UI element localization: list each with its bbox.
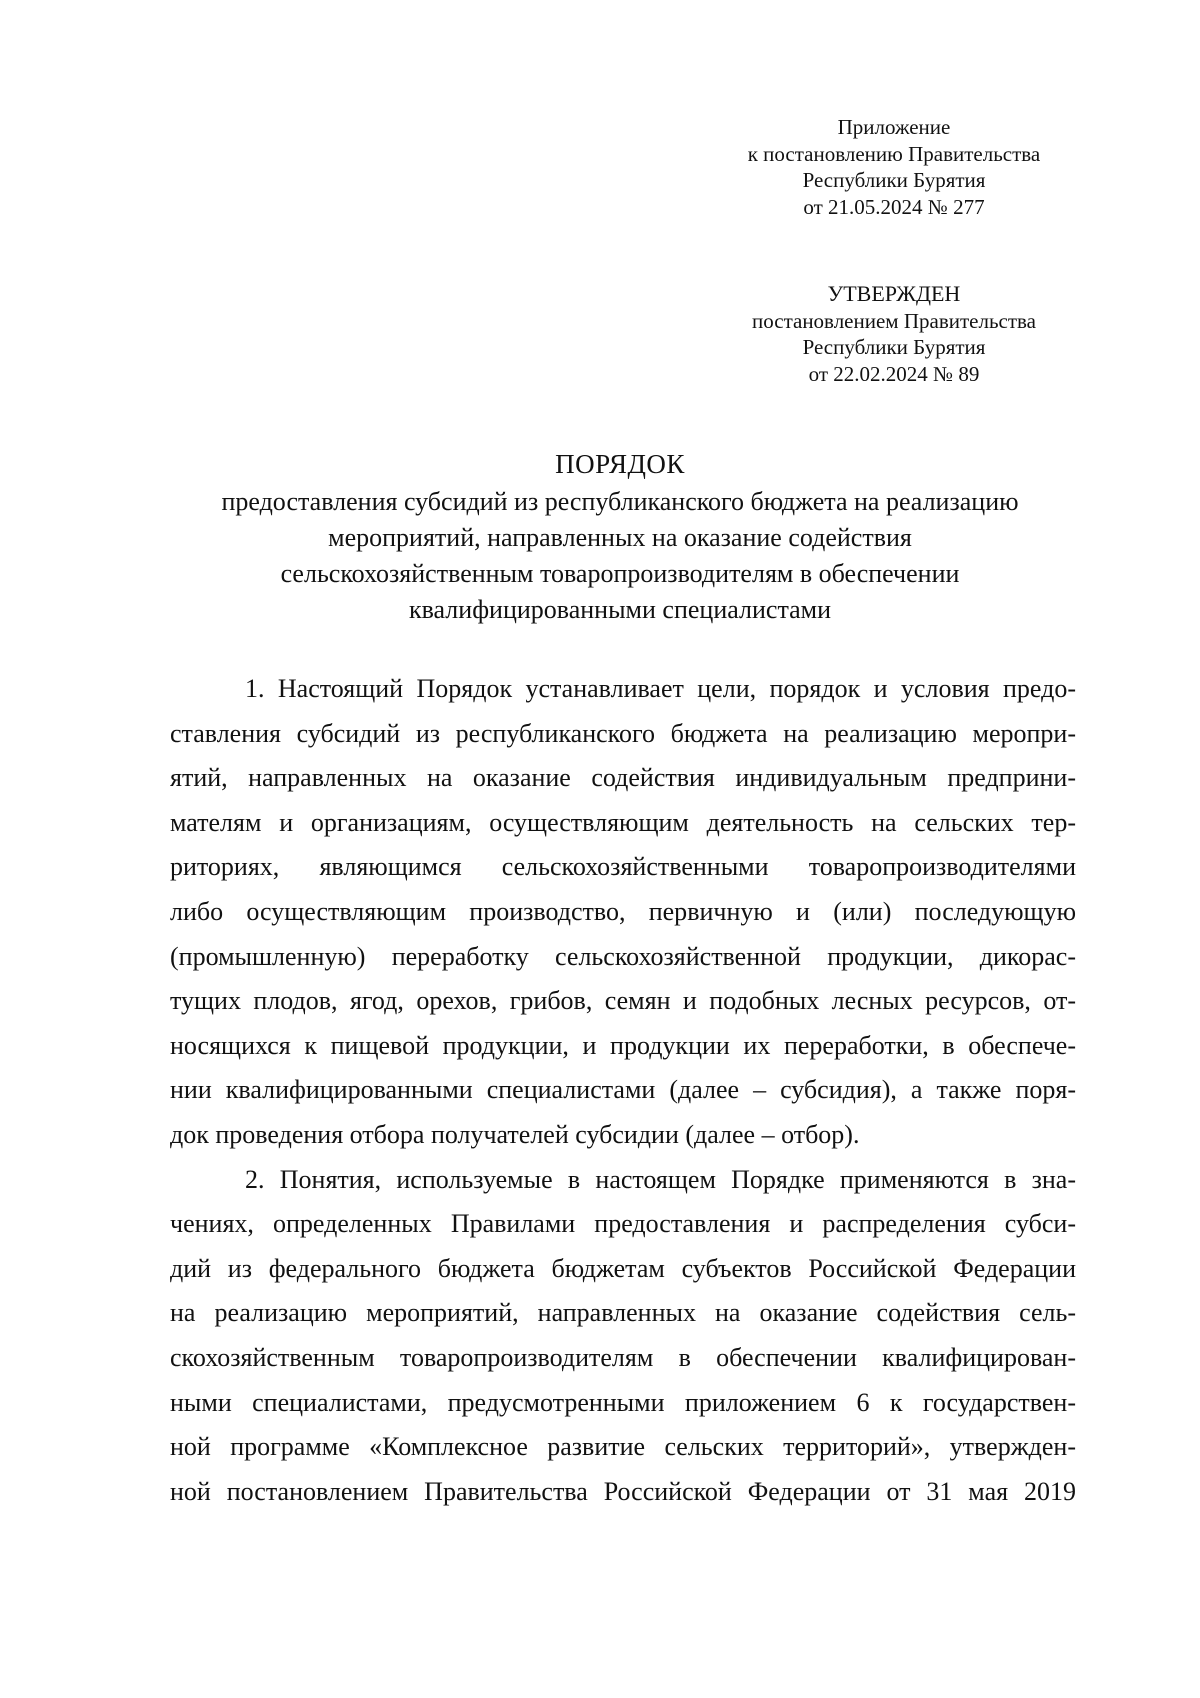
paragraph-line: ятий, направленных на оказание содействия индивидуальным предприни- xyxy=(170,763,1076,793)
appendix-line: от 21.05.2024 № 277 xyxy=(803,194,985,219)
paragraph-line: носящихся к пищевой продукции, и продукции их переработки, в обеспече- xyxy=(170,1030,1076,1060)
appendix-header xyxy=(720,114,1068,220)
appendix-line: Республики Бурятия xyxy=(802,168,986,192)
approved-line: постановлением Правительства xyxy=(751,308,1036,333)
appendix-line: к постановлению Правительства xyxy=(747,141,1041,166)
paragraph-line: либо осуществляющим производство, первичную и (или) последующую xyxy=(170,896,1076,926)
paragraph-line: ными специалистами, предусмотренными приложением 6 к государствен- xyxy=(170,1387,1076,1417)
paragraph-line: тущих плодов, ягод, орехов, грибов, семян и подобных лесных ресурсов, от- xyxy=(170,986,1076,1016)
approved-line: Республики Бурятия xyxy=(802,335,986,359)
paragraph-line: мателям и организациям, осуществляющим деятельность на сельских тер- xyxy=(170,807,1076,837)
appendix-line: Приложение xyxy=(837,115,951,139)
paragraph-line: ставления субсидий из республиканского бюджета на реализацию меропри- xyxy=(170,718,1076,748)
title-line: мероприятий, направленных на оказание содействия xyxy=(328,523,912,552)
paragraph-2 xyxy=(170,1158,1076,1515)
document-title xyxy=(170,446,1070,628)
paragraph-line: 2. Понятия, используемые в настоящем Порядке применяются в зна- xyxy=(245,1164,1076,1194)
paragraph-line: док проведения отбора получателей субсидии (далее – отбор). xyxy=(170,1119,860,1149)
paragraph-line: нии квалифицированными специалистами (далее – субсидия), а также поря- xyxy=(170,1075,1076,1105)
paragraph-line: на реализацию мероприятий, направленных на оказание содействия сель- xyxy=(170,1298,1076,1328)
paragraph-line: ной программе «Комплексное развитие сельских территорий», утвержден- xyxy=(170,1432,1076,1462)
title-main: ПОРЯДОК xyxy=(555,449,685,479)
approved-heading: УТВЕРЖДЕН xyxy=(827,281,961,306)
paragraph-line: ной постановлением Правительства Российской Федерации от 31 мая 2019 xyxy=(170,1476,1076,1506)
title-line: квалифицированными специалистами xyxy=(408,595,832,624)
paragraph-line: чениях, определенных Правилами предоставления и распределения субси- xyxy=(170,1209,1076,1239)
paragraph-line: (промышленную) переработку сельскохозяйственной продукции, дикорас- xyxy=(170,941,1076,971)
paragraph-line: скохозяйственным товаропроизводителям в обеспечении квалифицирован- xyxy=(170,1342,1076,1372)
paragraph-line: риториях, являющимся сельскохозяйственными товаропроизводителями xyxy=(170,852,1076,882)
approved-line: от 22.02.2024 № 89 xyxy=(808,361,980,386)
approved-header xyxy=(720,281,1068,387)
title-line: сельскохозяйственным товаропроизводителям в обеспечении xyxy=(280,559,960,588)
paragraph-1 xyxy=(170,667,1076,1158)
paragraph-line: дий из федерального бюджета бюджетам субъектов Российской Федерации xyxy=(170,1253,1076,1283)
document-body xyxy=(170,667,1076,1514)
title-line: предоставления субсидий из республиканского бюджета на реализацию xyxy=(221,487,1019,516)
paragraph-line: 1. Настоящий Порядок устанавливает цели, порядок и условия предо- xyxy=(245,674,1076,703)
